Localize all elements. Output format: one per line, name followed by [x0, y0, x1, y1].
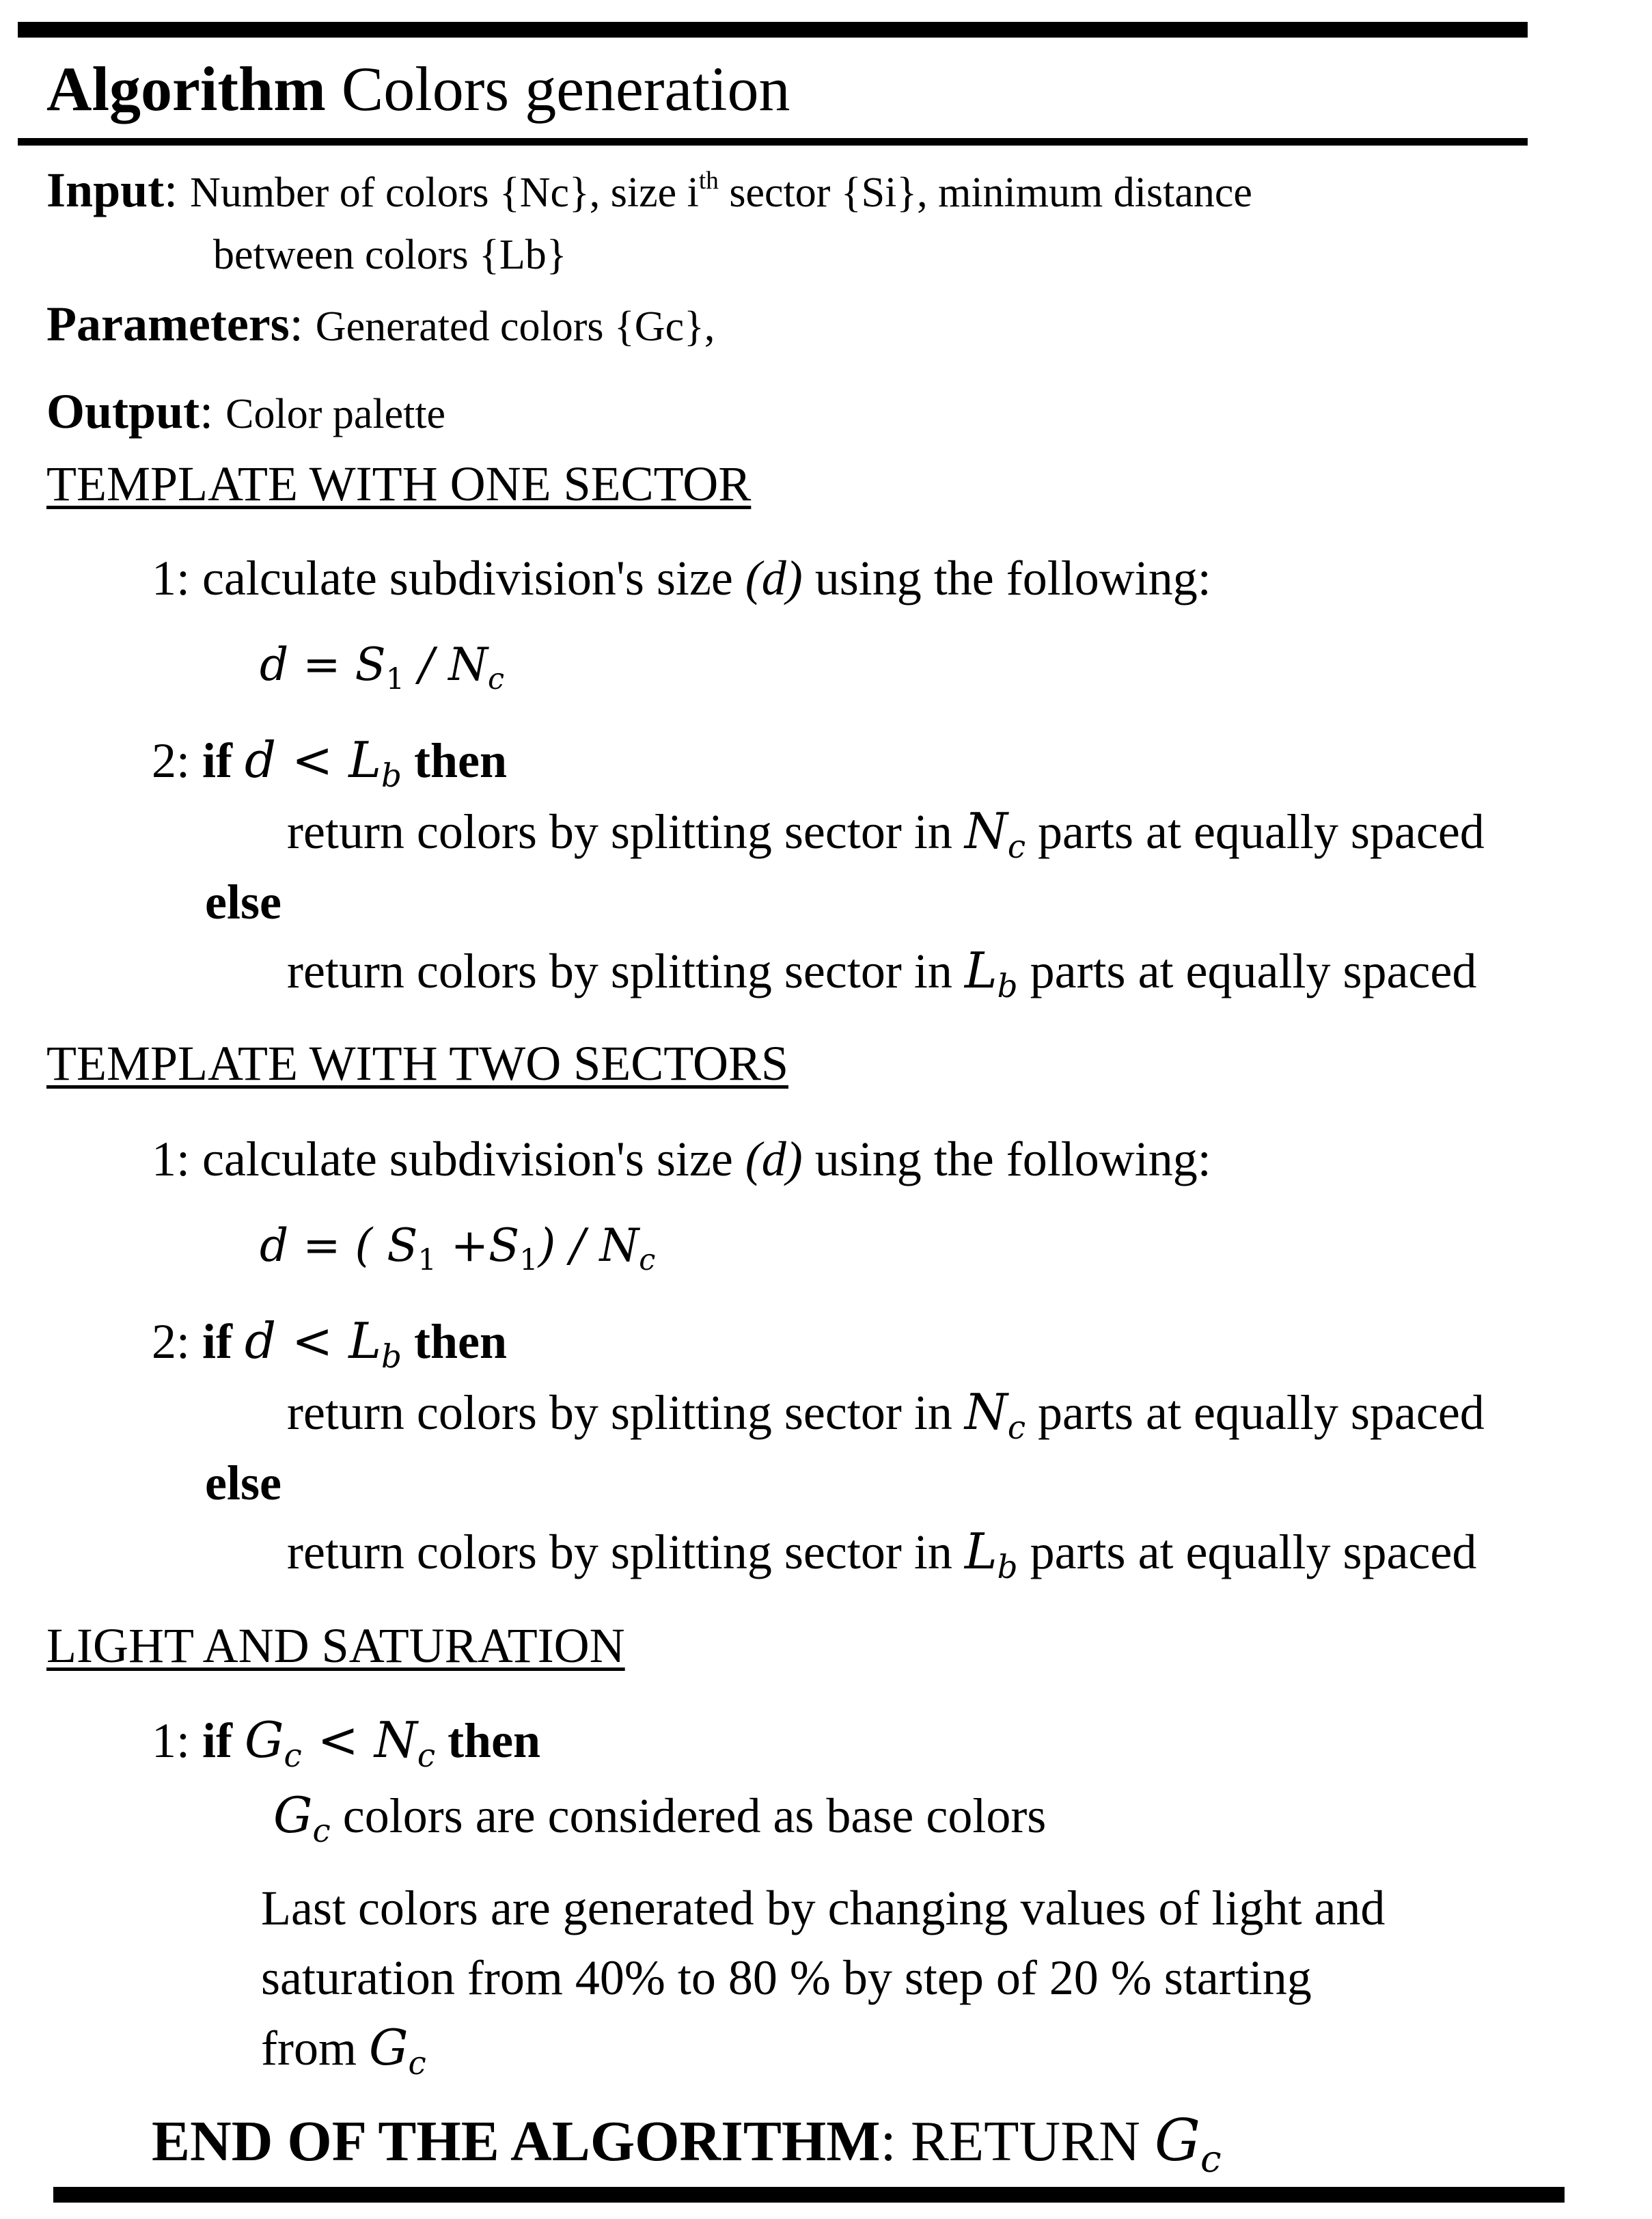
two-sectors-else-branch: [287, 1523, 1477, 1587]
var-sub: c: [284, 1738, 302, 1775]
two-sectors-else: else: [205, 1456, 281, 1510]
input-text-b: sector {Si}, minimum distance: [718, 169, 1252, 216]
condition: [245, 731, 402, 795]
var: G: [245, 1711, 284, 1769]
formula-div-sub: c: [487, 662, 505, 696]
then-keyword: then: [401, 1314, 508, 1369]
formula-rhs: S: [355, 638, 386, 691]
condition: [245, 1711, 436, 1775]
var-sub: c: [1007, 1410, 1026, 1447]
step-var: (d): [745, 551, 803, 605]
var: G: [1154, 2107, 1200, 2174]
condition-op: < N: [301, 1711, 417, 1769]
condition-text: d < L: [245, 1312, 382, 1370]
colon: :: [880, 2110, 896, 2173]
light-saturation-step-1: [152, 1711, 541, 1775]
last-colors-line-2: saturation from 40% to 80 % by step of 20 % starting: [261, 1950, 1312, 2005]
branch-text: parts at equally spaced: [1017, 944, 1477, 998]
branch-text: return colors by splitting sector in: [287, 1525, 965, 1579]
var: L: [964, 1523, 997, 1580]
step-text: 1: calculate subdivision's size: [152, 551, 745, 605]
two-sectors-formula: [260, 1219, 656, 1277]
last-var: [368, 2019, 426, 2083]
var: G: [368, 2019, 409, 2076]
parameters-label: Parameters: [46, 297, 290, 351]
last-colors-line-1: Last colors are generated by changing values of light and: [261, 1881, 1386, 1935]
base-var: [273, 1786, 331, 1851]
step-num: 2:: [152, 733, 203, 788]
two-sectors-step-2: [152, 1312, 508, 1376]
var-sub: c: [312, 1813, 331, 1851]
one-sector-then-branch: [287, 802, 1485, 867]
var-sub: b: [997, 968, 1018, 1006]
end-label: END OF THE ALGORITHM: [152, 2110, 881, 2173]
parameters-line: [46, 299, 715, 349]
step-text: using the following:: [802, 1132, 1211, 1186]
formula-part: ) / N: [538, 1219, 639, 1272]
branch-var: [964, 802, 1026, 867]
var-sub: c: [408, 2045, 426, 2083]
step-text: using the following:: [802, 551, 1211, 605]
return-var: [1154, 2107, 1222, 2181]
output-label: Output: [46, 384, 200, 439]
algorithm-name: Colors generation: [341, 54, 790, 124]
var: N: [964, 802, 1008, 860]
branch-text: parts at equally spaced: [1025, 804, 1485, 859]
formula-sub: 1: [519, 1242, 538, 1277]
step-num: 1:: [152, 1713, 203, 1768]
colon: :: [289, 297, 303, 351]
branch-text: return colors by splitting sector in: [287, 1385, 965, 1440]
branch-var: [964, 1523, 1018, 1587]
branch-var: [964, 1383, 1026, 1447]
base-colors-line: [273, 1786, 1047, 1851]
input-line: [46, 165, 1252, 215]
title-rule: [18, 138, 1528, 146]
var: N: [964, 1383, 1008, 1441]
one-sector-step-2: [152, 731, 508, 795]
var-sub: c: [417, 1738, 436, 1775]
if-keyword: if: [202, 1713, 245, 1768]
condition-sub: b: [381, 1339, 402, 1376]
one-sector-formula: [260, 638, 505, 696]
step-text: 1: calculate subdivision's size: [152, 1132, 745, 1186]
if-keyword: if: [202, 1314, 245, 1369]
top-rule: [18, 22, 1528, 38]
formula-part: +S: [436, 1219, 520, 1272]
input-sup: th: [698, 166, 719, 195]
last-colors-line-3: [261, 2019, 426, 2083]
section-heading-two-sectors: TEMPLATE WITH TWO SECTORS: [46, 1036, 789, 1091]
two-sectors-step-1: [152, 1134, 1211, 1184]
branch-text: return colors by splitting sector in: [287, 944, 965, 998]
one-sector-else: else: [205, 875, 281, 929]
then-keyword: then: [435, 1713, 541, 1768]
branch-text: parts at equally spaced: [1025, 1385, 1485, 1440]
algorithm-title: [46, 54, 790, 124]
base-text: colors are considered as base colors: [330, 1788, 1047, 1843]
return-text: RETURN: [896, 2110, 1155, 2173]
colon: :: [164, 163, 178, 217]
section-heading-one-sector: TEMPLATE WITH ONE SECTOR: [46, 457, 752, 511]
condition: [245, 1312, 402, 1376]
input-label: Input: [46, 163, 165, 217]
formula-div-sub: c: [639, 1242, 656, 1277]
algorithm-keyword: Algorithm: [46, 54, 326, 124]
formula-sub: 1: [385, 662, 405, 696]
input-line-2: between colors {Lb}: [213, 232, 567, 278]
output-line: [46, 384, 446, 439]
branch-text: return colors by splitting sector in: [287, 804, 965, 859]
condition-text: d < L: [245, 731, 382, 789]
step-num: 2:: [152, 1314, 203, 1369]
parameters-text: Generated colors {Gc},: [315, 303, 715, 350]
input-text-a: Number of colors {Nc}, size i: [190, 169, 699, 216]
var: G: [273, 1786, 313, 1844]
var: L: [964, 942, 997, 999]
bottom-rule: [53, 2187, 1565, 2203]
output-text: Color palette: [225, 391, 446, 437]
condition-sub: b: [381, 758, 402, 795]
formula-lhs: d =: [260, 638, 355, 691]
if-keyword: if: [202, 733, 245, 788]
two-sectors-then-branch: [287, 1383, 1485, 1447]
formula-sub: 1: [417, 1242, 437, 1277]
var-sub: b: [997, 1549, 1018, 1587]
var-sub: c: [1200, 2136, 1222, 2181]
branch-text: parts at equally spaced: [1017, 1525, 1477, 1579]
branch-var: [964, 942, 1018, 1006]
one-sector-step-1: [152, 551, 1211, 605]
var-sub: c: [1007, 829, 1026, 867]
section-heading-light-saturation: LIGHT AND SATURATION: [46, 1618, 625, 1673]
formula-lhs: d =: [260, 1219, 355, 1272]
text: from: [261, 2021, 369, 2075]
then-keyword: then: [401, 733, 508, 788]
step-var: (d): [745, 1132, 803, 1186]
formula-div: / N: [404, 638, 488, 691]
end-of-algorithm: [152, 2107, 1222, 2181]
one-sector-else-branch: [287, 942, 1477, 1006]
colon: :: [199, 384, 214, 439]
formula-part: ( S: [355, 1219, 418, 1272]
input-text: [190, 166, 1252, 216]
